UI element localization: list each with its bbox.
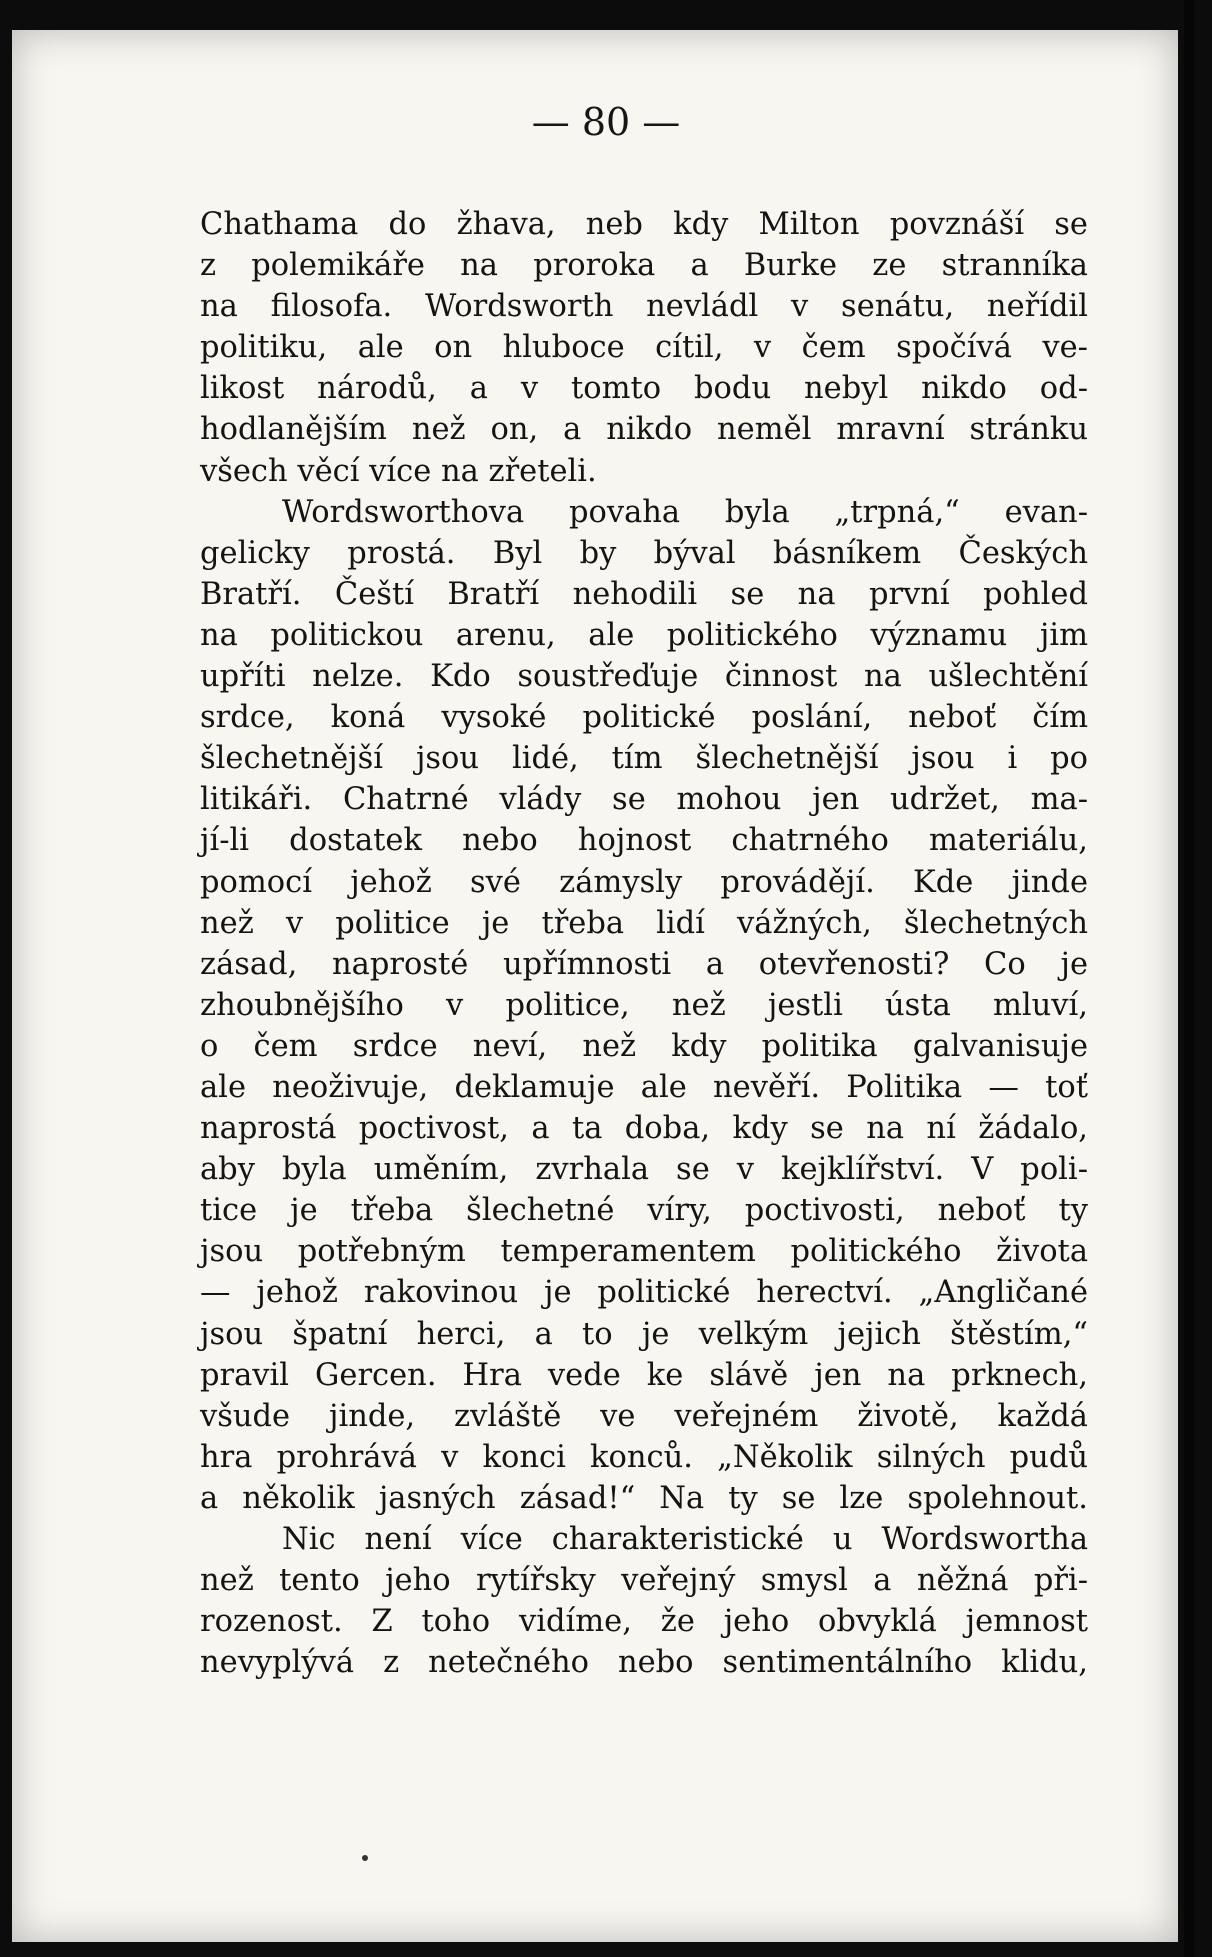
text-line: šlechetnější jsou lidé, tím šlechetnější jsou i po (200, 741, 1088, 777)
text-line: jsou špatní herci, a to je velkým jejich štěstím,“ (200, 1316, 1088, 1352)
text-line: naprostá poctivost, a ta doba, kdy se na ní žádalo, (200, 1111, 1088, 1147)
text-line: o čem srdce neví, než kdy politika galvanisuje (200, 1028, 1088, 1064)
text-line: srdce, koná vysoké politické poslání, neboť čím (200, 700, 1088, 736)
text-line: hodlanějším než on, a nikdo neměl mravní stránku (200, 412, 1088, 448)
text-line: pomocí jehož své zámysly provádějí. Kde jinde (200, 864, 1088, 900)
text-line: jí-li dostatek nebo hojnost chatrného materiálu, (200, 823, 1088, 859)
text-line: likost národů, a v tomto bodu nebyl nikdo od- (200, 371, 1088, 407)
text-line: — jehož rakovinou je politické herectví. „Angličané (200, 1275, 1088, 1311)
page-edge-shadow (1184, 0, 1194, 1957)
text-line: zásad, naprosté upřímnosti a otevřenosti? Co je (200, 946, 1088, 982)
text-line: z polemikáře na proroka a Burke ze stranníka (200, 248, 1088, 284)
text-line: litikáři. Chatrné vlády se mohou jen udržet, ma- (200, 782, 1088, 818)
text-line: Wordsworthova povaha byla „trpná,“ evan- (282, 494, 1088, 530)
text-line: na filosofa. Wordsworth nevládl v senátu, neřídil (200, 289, 1088, 325)
body-text (200, 204, 1088, 1683)
text-line: nevyplývá z netečného nebo sentimentálního klidu, (200, 1645, 1088, 1681)
text-line: tice je třeba šlechetné víry, poctivosti, neboť ty (200, 1193, 1088, 1229)
text-line: a několik jasných zásad!“ Na ty se lze spolehnout. (200, 1480, 1088, 1516)
text-line: rozenost. Z toho vidíme, že jeho obvyklá jemnost (200, 1604, 1088, 1640)
text-line: Chathama do žhava, neb kdy Milton povznáší se (200, 207, 1088, 242)
text-line: Nic není více charakteristické u Wordswortha (282, 1522, 1088, 1557)
text-line: zhoubnějšího v politice, než jestli ústa mluví, (200, 987, 1088, 1023)
text-line: hra prohrává v konci konců. „Několik silných pudů (200, 1439, 1088, 1475)
text-line: všude jinde, zvláště ve veřejném životě, každá (200, 1398, 1088, 1434)
text-line: politiku, ale on hluboce cítil, v čem spočívá ve- (200, 330, 1088, 366)
text-line: upříti nelze. Kdo soustřeďuje činnost na ušlechtění (200, 659, 1088, 695)
text-line: ale neoživuje, deklamuje ale nevěří. Politika — toť (200, 1069, 1088, 1105)
text-line: všech věcí více na zřeteli. (200, 453, 597, 489)
ink-speck (362, 1855, 368, 1861)
text-line: než tento jeho rytířsky veřejný smysl a něžná při- (200, 1563, 1088, 1599)
text-line: Bratří. Čeští Bratří nehodili se na první pohled (200, 576, 1088, 612)
text-line: aby byla uměním, zvrhala se v kejklířství. V poli- (200, 1152, 1088, 1188)
text-line: na politickou arenu, ale politického významu jim (200, 617, 1088, 653)
text-line: gelicky prostá. Byl by býval básníkem Českých (200, 535, 1088, 571)
text-line: jsou potřebným temperamentem politického života (200, 1234, 1088, 1270)
text-line: pravil Gercen. Hra vede ke slávě jen na prknech, (200, 1357, 1088, 1393)
page-number: — 80 — (531, 100, 681, 144)
text-line: než v politice je třeba lidí vážných, šlechetných (200, 905, 1088, 941)
